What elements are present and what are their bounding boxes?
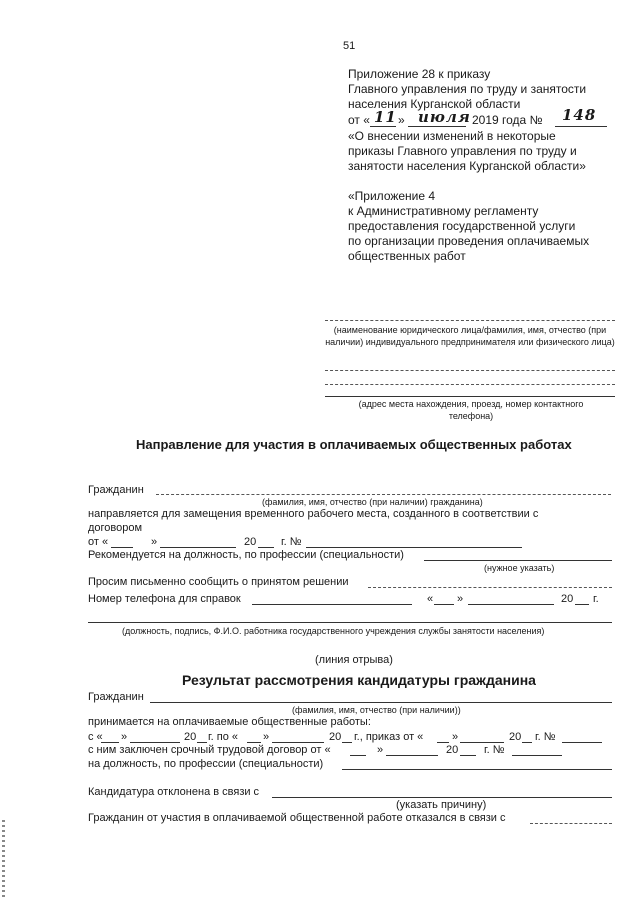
header-date-prefix: от « <box>348 113 370 127</box>
header-date-mid: » <box>398 113 405 127</box>
period-from-month[interactable] <box>130 742 180 743</box>
cut-line-label: (линия отрыва) <box>315 654 393 666</box>
reason-caption: (указать причину) <box>396 799 487 811</box>
direction-title: Направление для участия в оплачиваемых общественных работах <box>136 437 572 452</box>
phone-g: г. <box>593 593 599 605</box>
period-year-1: 20 <box>184 731 197 743</box>
order-number-underline <box>555 126 607 127</box>
recommended-position-field[interactable] <box>424 560 612 561</box>
order-month[interactable] <box>460 742 504 743</box>
period-to-month[interactable] <box>272 742 324 743</box>
month-underline <box>408 126 466 127</box>
page-number: 51 <box>343 40 356 52</box>
please-inform-label: Просим письменно сообщить о принятом решении <box>88 576 349 588</box>
citizen-label: Гражданин <box>88 484 144 496</box>
result-citizen-label: Гражданин <box>88 691 144 703</box>
accepted-text: принимается на оплачиваемые общественные работы: <box>88 716 371 728</box>
rejected-label: Кандидатура отклонена в связи с <box>88 786 260 798</box>
appendix-line-4: по организации проведения оплачиваемых <box>348 234 590 248</box>
address-line-3[interactable] <box>325 396 615 397</box>
handwritten-day: 11 <box>374 108 397 126</box>
citizen-name-caption: (фамилия, имя, отчество (при наличии) гражданина) <box>262 497 483 507</box>
header-line-6: приказы Главного управления по труду и <box>348 144 577 158</box>
contract-day-field[interactable] <box>111 547 133 548</box>
signature-field[interactable] <box>88 622 612 623</box>
contract-from-close: » <box>151 536 158 548</box>
contract-month-field[interactable] <box>160 547 236 548</box>
period-close-2: » <box>263 731 270 743</box>
phone-quote-open: « <box>427 593 434 605</box>
addressee-name-caption: (наименование юридического лица/фамилия, имя, отчество (при наличии) индивидуального предпринимателя или физического лица) <box>325 325 615 347</box>
recommended-label: Рекомендуется на должность, по профессии (специальности) <box>88 549 404 561</box>
contract-line-close: » <box>377 744 384 756</box>
contract-concluded-month[interactable] <box>386 755 438 756</box>
header-line-5: «О внесении изменений в некоторые <box>348 129 556 143</box>
period-year-3: 20 <box>509 731 522 743</box>
phone-field[interactable] <box>252 604 412 605</box>
result-citizen-caption: (фамилия, имя, отчество (при наличии)) <box>292 705 461 715</box>
contract-year-suffix: г. № <box>281 536 302 548</box>
order-year[interactable] <box>522 742 532 743</box>
period-to-day[interactable] <box>247 742 261 743</box>
period-g-po: г. по « <box>208 731 239 743</box>
header-line-2: Главного управления по труду и занятости <box>348 82 587 96</box>
period-g-no: г. № <box>535 731 556 743</box>
result-citizen-field[interactable] <box>150 702 612 703</box>
appendix-line-1: «Приложение 4 <box>348 189 436 203</box>
header-date-year: 2019 года № <box>472 113 543 127</box>
contract-concluded-number[interactable] <box>512 755 562 756</box>
needed-caption: (нужное указать) <box>484 563 555 573</box>
address-line-1[interactable] <box>325 370 615 371</box>
phone-day-field[interactable] <box>434 604 454 605</box>
appendix-line-5: общественных работ <box>348 249 466 263</box>
handwritten-order-number: 148 <box>562 106 597 124</box>
phone-quote-close: » <box>457 593 464 605</box>
phone-year-field[interactable] <box>575 604 589 605</box>
citizen-name-field[interactable] <box>156 494 611 495</box>
contract-line-year: 20 <box>446 744 459 756</box>
period-close-3: » <box>452 731 459 743</box>
rejected-reason-field[interactable] <box>272 797 612 798</box>
sent-text-2: договором <box>88 522 143 534</box>
result-title: Результат рассмотрения кандидатуры гражданина <box>182 672 536 688</box>
address-line-2[interactable] <box>325 384 615 385</box>
appendix-line-2: к Административному регламенту <box>348 204 539 218</box>
phone-year-prefix: 20 <box>561 593 574 605</box>
period-from-day[interactable] <box>101 742 119 743</box>
refused-reason-field[interactable] <box>530 823 612 824</box>
result-position-label: на должность, по профессии (специальности) <box>88 758 324 770</box>
header-line-7: занятости населения Курганской области» <box>348 159 586 173</box>
header-line-1: Приложение 28 к приказу <box>348 67 491 81</box>
contract-line-label: с ним заключен срочный трудовой договор от « <box>88 744 331 756</box>
refused-label: Гражданин от участия в оплачиваемой общественной работе отказался в связи с <box>88 812 506 824</box>
period-from: с « <box>88 731 103 743</box>
period-year-2: 20 <box>329 731 342 743</box>
handwritten-month: июля <box>418 108 471 126</box>
signature-caption: (должность, подпись, Ф.И.О. работника государственного учреждения службы занятости населения) <box>122 626 545 636</box>
period-to-year[interactable] <box>342 742 352 743</box>
period-close-1: » <box>121 731 128 743</box>
please-inform-field[interactable] <box>368 587 612 588</box>
sent-text-1: направляется для замещения временного рабочего места, созданного в соответствии с <box>88 508 539 520</box>
addressee-name-line[interactable] <box>325 320 615 321</box>
scan-edge-mark <box>2 820 5 900</box>
phone-month-field[interactable] <box>468 604 554 605</box>
header-line-3: населения Курганской области <box>348 97 521 111</box>
contract-concluded-year[interactable] <box>460 755 476 756</box>
period-from-year[interactable] <box>197 742 207 743</box>
appendix-line-3: предоставления государственной услуги <box>348 219 576 233</box>
contract-concluded-day[interactable] <box>350 755 366 756</box>
contract-number-field[interactable] <box>306 547 522 548</box>
order-number[interactable] <box>562 742 602 743</box>
day-underline <box>370 126 396 127</box>
contract-year-prefix: 20 <box>244 536 257 548</box>
contract-from-label: от « <box>88 536 109 548</box>
contract-line-no: г. № <box>484 744 505 756</box>
phone-label: Номер телефона для справок <box>88 593 241 605</box>
order-day[interactable] <box>437 742 449 743</box>
result-position-field[interactable] <box>342 769 612 770</box>
contract-year-field[interactable] <box>258 547 274 548</box>
address-caption: (адрес места нахождения, проезд, номер контактного телефона) <box>358 399 584 421</box>
period-g-order: г., приказ от « <box>354 731 424 743</box>
